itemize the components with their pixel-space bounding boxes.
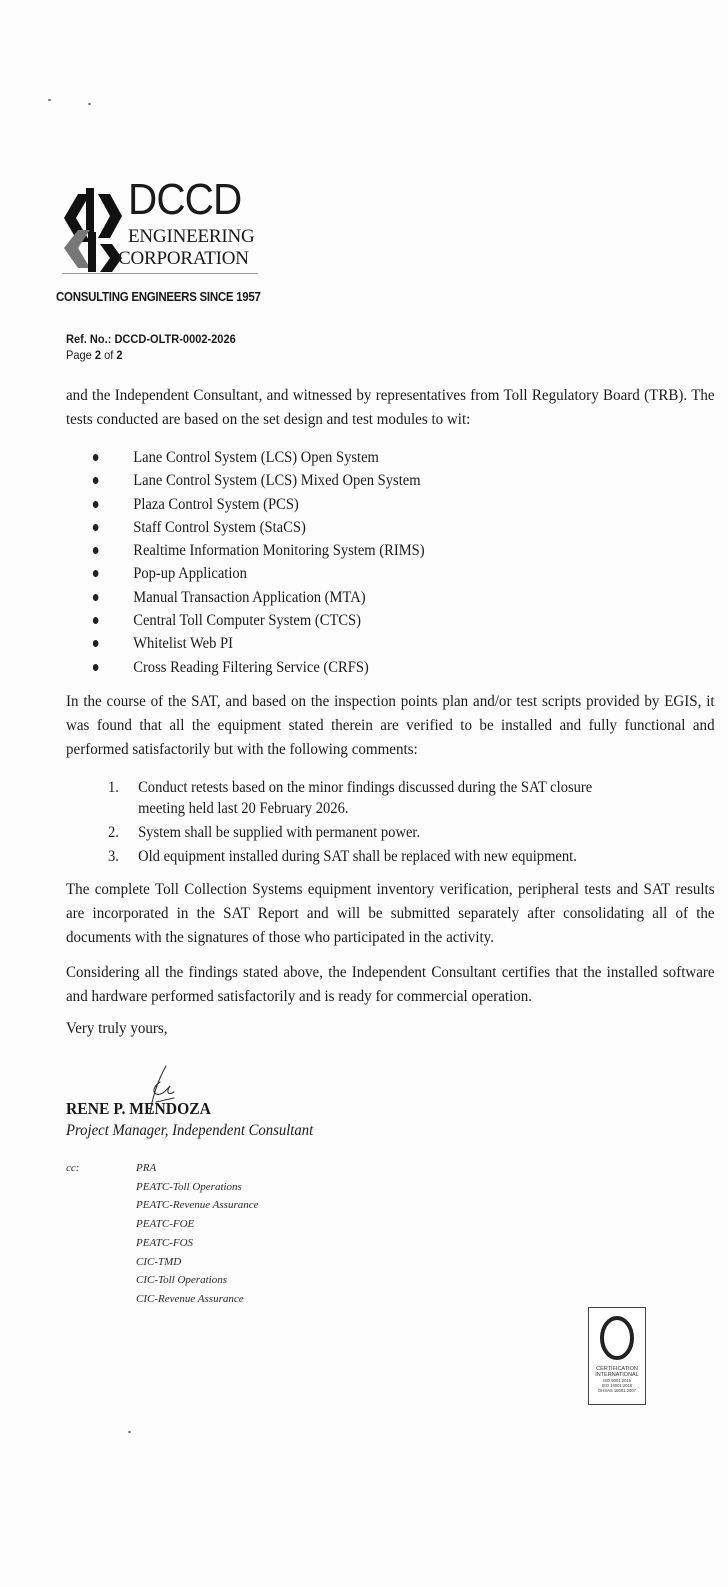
page-current: 2 (94, 348, 102, 362)
signer-title: Project Manager, Independent Consultant (66, 1122, 314, 1139)
module-label: Lane Control System (LCS) Open System (133, 449, 379, 466)
seal-text (589, 1366, 645, 1393)
bullet-icon (93, 501, 99, 508)
module-label: Whitelist Web PI (133, 635, 233, 653)
list-item (90, 562, 425, 585)
bullet-icon (93, 640, 99, 647)
scan-speck (128, 1431, 131, 1433)
comment-text: Conduct retests based on the minor findings discussed during the SAT closure meeting held last 20 February 2026. (138, 779, 593, 817)
module-label: Pop-up Application (133, 565, 247, 583)
certification-paragraph: Considering all the findings stated above, the Independent Consultant certifies that the installed software and hardware performed satisfactorily and is ready for commercial operation. (66, 964, 715, 1005)
seal-iso: ISO 9001:2015 (602, 1378, 632, 1383)
list-item (90, 632, 425, 655)
scan-speck (88, 103, 91, 105)
list-item (108, 777, 634, 819)
signer-name: RENE P. MENDOZA (66, 1099, 211, 1118)
list-item (90, 446, 425, 469)
closing-salutation: Very truly yours, (66, 1020, 168, 1037)
tagline: CONSULTING ENGINEERS SINCE 1957 (56, 290, 261, 304)
comment-text: Old equipment installed during SAT shall be replaced with new equipment. (138, 848, 577, 865)
logo-name: DCCD (128, 175, 242, 224)
intro-paragraph: and the Independent Consultant, and witnessed by representatives from Toll Regulatory Board (TRB). The tests conducted are based on the set design and test modules to wit: (66, 387, 715, 428)
reference-number: Ref. No.: DCCD-OLTR-0002-2026 (66, 332, 236, 346)
cc-recipient: CIC-Revenue Assurance (136, 1292, 244, 1305)
list-item (90, 516, 425, 539)
bullet-icon (93, 594, 99, 601)
seal-line: CERTIFICATION (596, 1366, 638, 1372)
logo-divider (62, 273, 258, 274)
findings-paragraph: In the course of the SAT, and based on the inspection points plan and/or test scripts provided by EGIS, it was found that all the equipment stated therein are verified to be installed and fully functional and performed satisfactorily but with the following comments: (66, 693, 715, 758)
inventory-paragraph: The complete Toll Collection Systems equipment inventory verification, peripheral tests and SAT results are incorporated in the SAT Report and will be submitted separately after consolidating all of the documents with the signatures of those who participated in the activity. (66, 881, 715, 946)
bullet-icon (93, 454, 99, 461)
list-item (90, 469, 425, 492)
module-list (90, 446, 425, 679)
module-label: Central Toll Computer System (CTCS) (133, 612, 362, 630)
comment-text: System shall be supplied with permanent power. (138, 824, 421, 841)
cc-recipient: PRA (136, 1162, 157, 1174)
list-item (90, 539, 425, 562)
bullet-icon (93, 570, 99, 577)
list-item (90, 656, 425, 679)
list-item (90, 609, 425, 632)
company-logo (62, 175, 262, 284)
comment-number: 1. (108, 779, 119, 796)
certification-seal (588, 1307, 646, 1405)
comment-number: 3. (108, 848, 119, 865)
module-label: Staff Control System (StaCS) (133, 518, 306, 536)
page-prefix: Page (66, 348, 95, 362)
bullet-icon (93, 617, 99, 624)
bullet-icon (93, 524, 99, 531)
bullet-icon (93, 477, 99, 484)
list-item (108, 822, 634, 843)
seal-iso: OHSAS 18001:2007 (598, 1388, 636, 1393)
logo-mark-icon (62, 186, 124, 276)
cc-recipient: PEATC-Toll Operations (136, 1180, 242, 1193)
module-label: Realtime Information Monitoring System (RIMS) (133, 542, 425, 560)
page-mid: of (101, 348, 117, 362)
seal-line: INTERNATIONAL (595, 1372, 639, 1378)
cc-recipient: CIC-Toll Operations (136, 1274, 227, 1287)
scan-speck (48, 99, 51, 101)
bullet-icon (93, 547, 99, 554)
page-total: 2 (116, 348, 123, 362)
bullet-icon (93, 664, 99, 671)
list-item (90, 586, 425, 609)
list-item (90, 493, 425, 516)
cc-recipient: PEATC-FOS (136, 1236, 194, 1249)
cc-label: cc: (66, 1162, 80, 1174)
cc-recipient: PEATC-FOE (136, 1218, 195, 1231)
logo-line-corporation: CORPORATION (118, 248, 249, 269)
reference-block (66, 331, 236, 363)
module-label: Plaza Control System (PCS) (133, 495, 299, 513)
cc-recipient: PEATC-Revenue Assurance (136, 1199, 259, 1212)
list-item (108, 846, 634, 867)
cc-recipient-list (136, 1159, 259, 1309)
comments-list (108, 777, 634, 870)
logo-line-engineering: ENGINEERING (128, 226, 255, 247)
module-label: Lane Control System (LCS) Mixed Open System (133, 472, 421, 490)
comment-number: 2. (108, 824, 119, 841)
module-label: Cross Reading Filtering Service (CRFS) (133, 658, 369, 676)
module-label: Manual Transaction Application (MTA) (133, 588, 366, 606)
seal-iso: ISO 14001:2015 (601, 1383, 633, 1388)
certification-ring-icon (598, 1314, 636, 1362)
page-number (66, 347, 236, 363)
cc-recipient: CIC-TMD (136, 1255, 182, 1268)
